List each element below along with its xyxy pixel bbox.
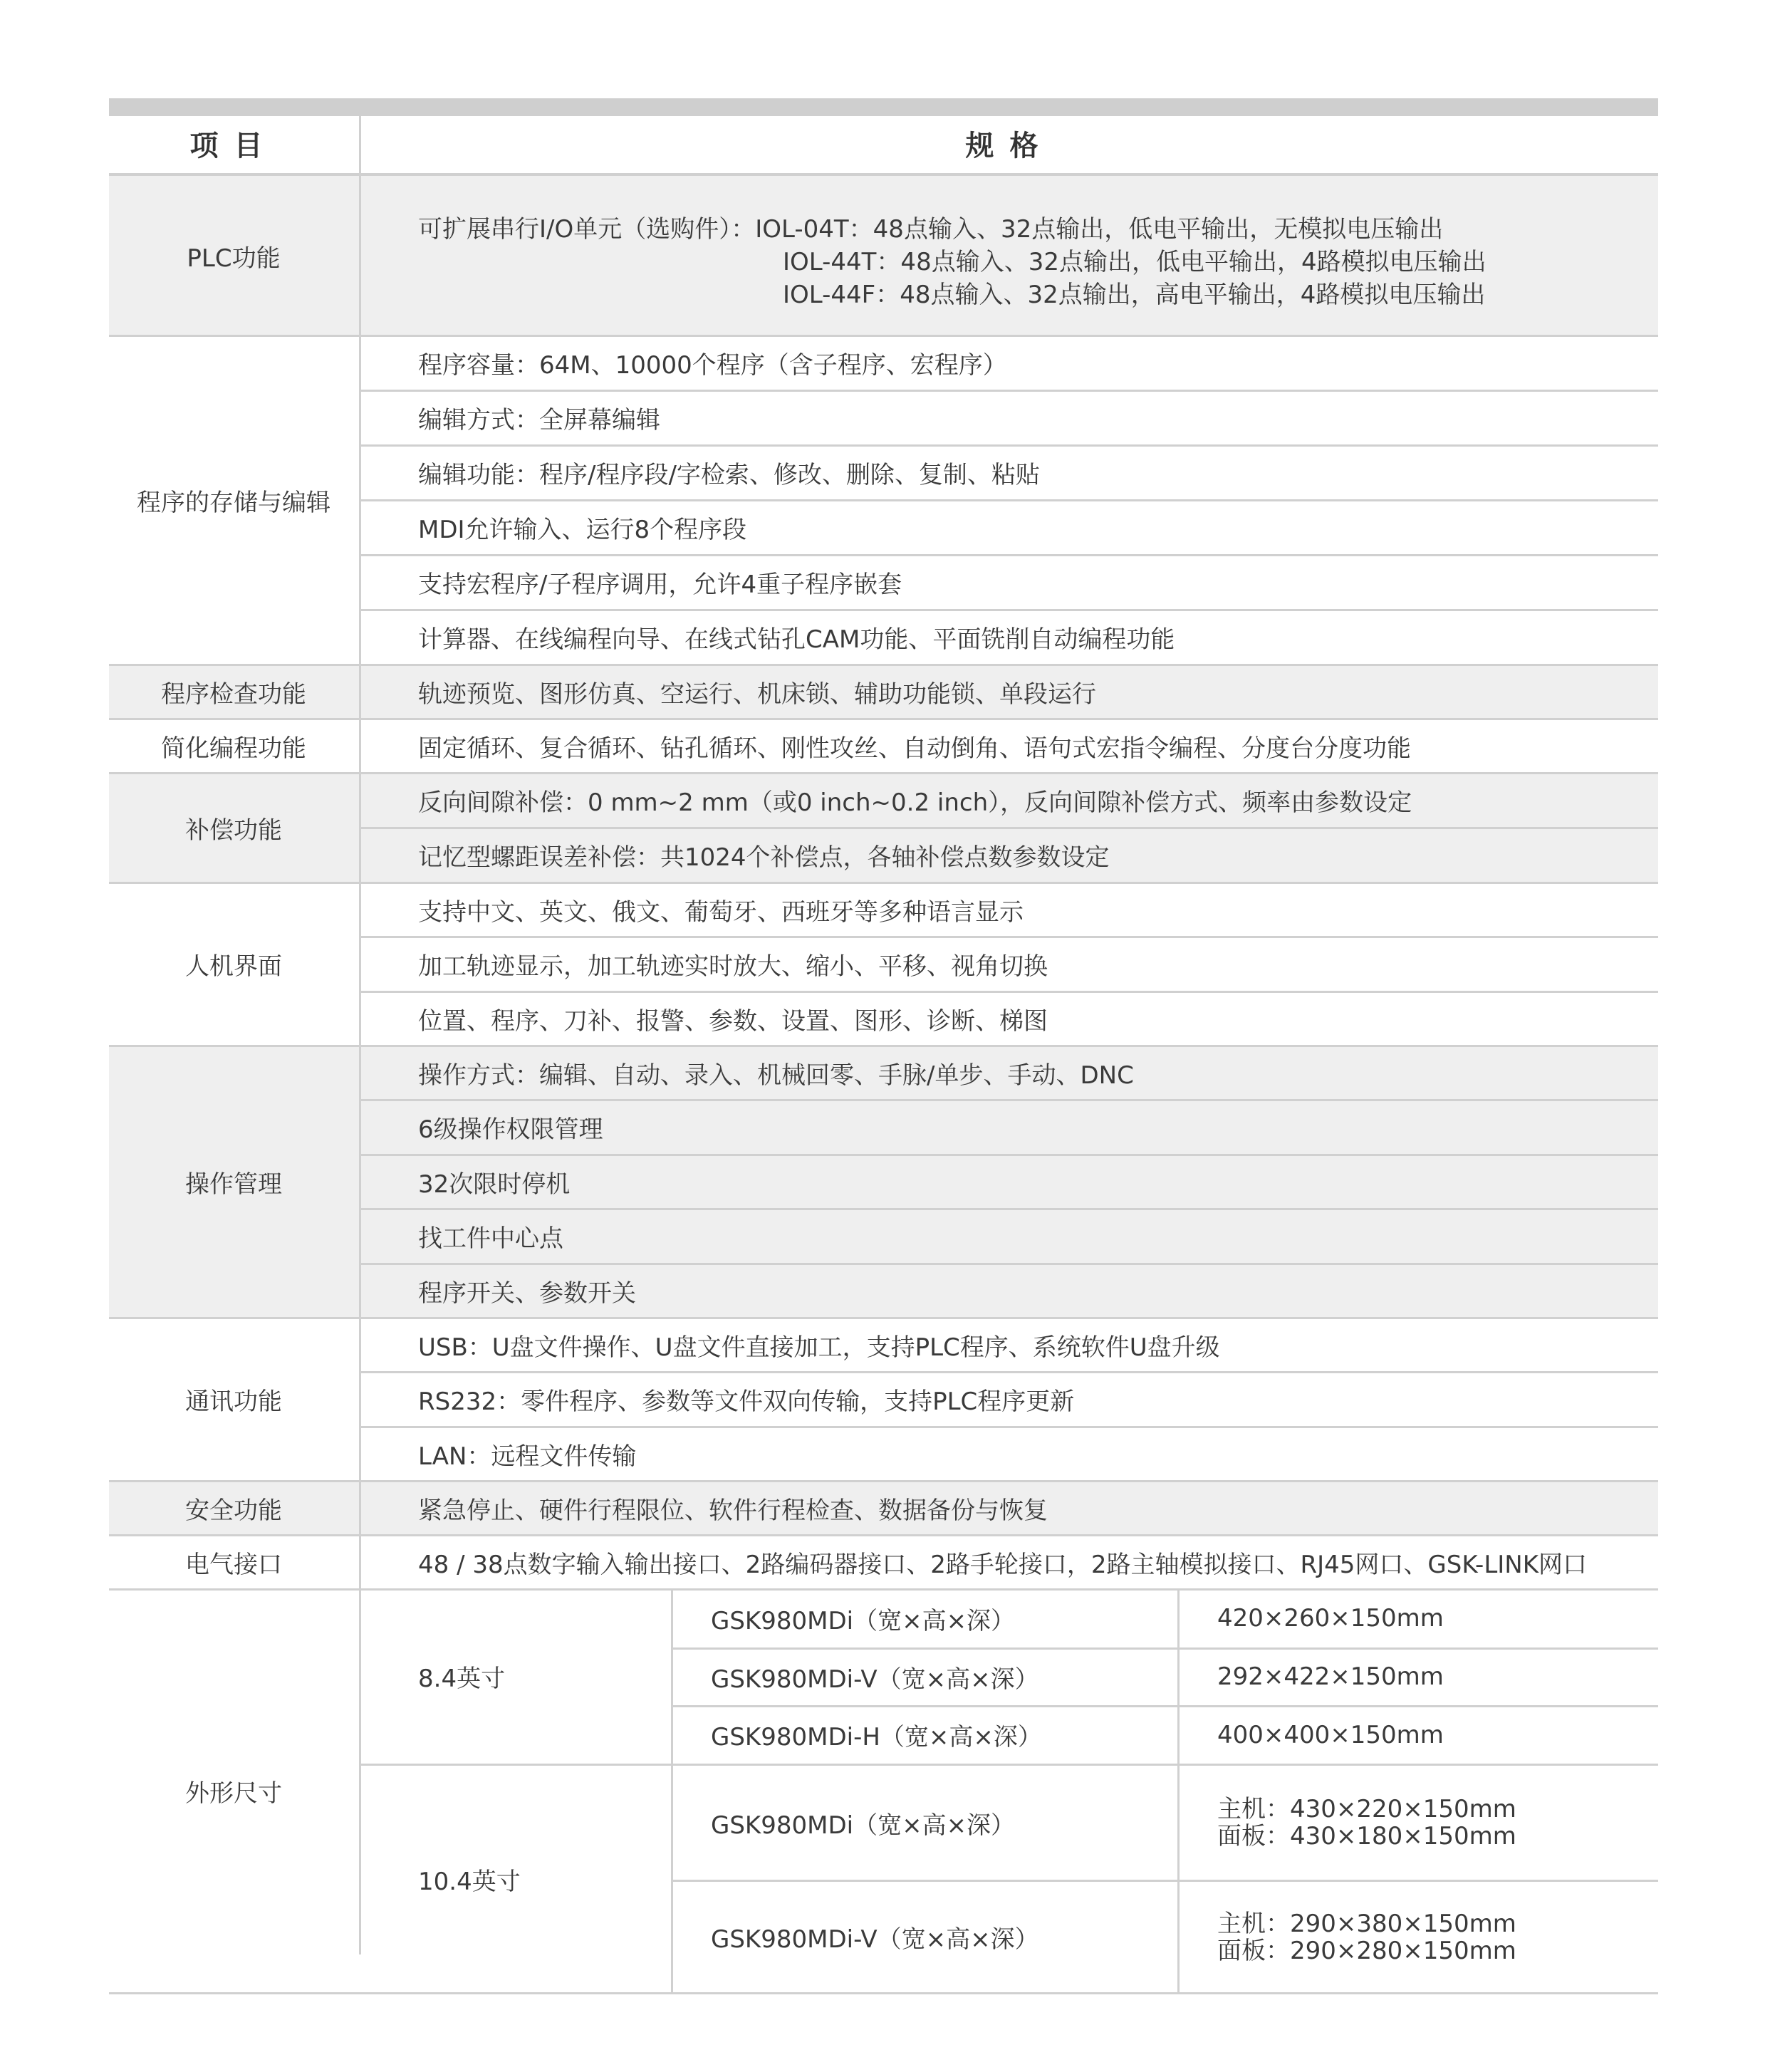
spec-row: 支持宏程序/子程序调用，允许4重子程序嵌套	[361, 555, 1658, 610]
plc-spec	[418, 213, 1487, 311]
category-label: 程序的存储与编辑	[137, 488, 330, 517]
dimension-panel: 面板：290×280×150mm	[1217, 1936, 1516, 1965]
dimension-value: 420×260×150mm	[1217, 1604, 1444, 1633]
spec-row: 编辑方式：全屏幕编辑	[361, 390, 1658, 445]
category-label: 程序检查功能	[161, 680, 306, 709]
spec-row: 紧急停止、硬件行程限位、软件行程检查、数据备份与恢复	[418, 1496, 1048, 1525]
section-electrical	[109, 1535, 1658, 1589]
spec-row: 操作方式：编辑、自动、录入、机械回零、手脉/单步、手动、DNC	[361, 1046, 1658, 1100]
spec-row: 6级操作权限管理	[361, 1100, 1658, 1155]
header-item: 项目	[189, 130, 278, 162]
dimension-value	[1217, 1882, 1516, 1992]
dimension-value	[1217, 1766, 1516, 1880]
spec-row: 程序开关、参数开关	[418, 1279, 636, 1308]
spec-row: 程序容量：64M、10000个程序（含子程序、宏程序）	[361, 335, 1658, 390]
category-label: 电气接口	[185, 1550, 282, 1579]
dimension-host: 主机：430×220×150mm	[1217, 1795, 1516, 1823]
model-name: GSK980MDi-V（宽×高×深）	[711, 1925, 1039, 1954]
section-compensation	[109, 773, 1658, 883]
screen-size: 10.4英寸	[418, 1867, 521, 1896]
section-dimensions	[109, 1589, 1658, 1992]
section-storage	[109, 335, 1658, 665]
dimension-value: 400×400×150mm	[1217, 1720, 1444, 1749]
spec-row: 加工轨迹显示，加工轨迹实时放大、缩小、平移、视角切换	[361, 937, 1658, 991]
spec-row: 计算器、在线编程向导、在线式钻孔CAM功能、平面铣削自动编程功能	[418, 625, 1175, 654]
spec-row: MDI允许输入、运行8个程序段	[361, 500, 1658, 555]
screen-size: 8.4英寸	[418, 1665, 506, 1693]
model-name: GSK980MDi-H（宽×高×深）	[711, 1723, 1042, 1751]
header-spec: 规格	[965, 130, 1054, 162]
spec-row: USB：U盘文件操作、U盘文件直接加工，支持PLC程序、系统软件U盘升级	[361, 1318, 1658, 1372]
dimension-value: 292×422×150mm	[1217, 1662, 1444, 1691]
spec-row: 位置、程序、刀补、报警、参数、设置、图形、诊断、梯图	[418, 1006, 1048, 1036]
section-communication	[109, 1318, 1658, 1481]
category-label: 外形尺寸	[185, 1779, 282, 1808]
spec-row: 反向间隙补偿：0 mm~2 mm（或0 inch~0.2 inch），反向间隙补偿方式、频率由参数设定	[361, 773, 1658, 828]
category-label: 通讯功能	[185, 1388, 282, 1416]
category-label: 补偿功能	[185, 816, 282, 845]
section-check	[109, 665, 1658, 719]
spec-row: 编辑功能：程序/程序段/字检索、修改、删除、复制、粘贴	[361, 445, 1658, 500]
category-label: 安全功能	[185, 1496, 282, 1525]
spec-row: 固定循环、复合循环、钻孔循环、刚性攻丝、自动倒角、语句式宏指令编程、分度台分度功能	[418, 734, 1411, 763]
spec-row: 找工件中心点	[361, 1209, 1658, 1264]
spec-row: 支持中文、英文、俄文、葡萄牙、西班牙等多种语言显示	[361, 883, 1658, 937]
section-safety	[109, 1481, 1658, 1535]
table-header	[109, 116, 1658, 176]
section-operations	[109, 1046, 1658, 1318]
plc-line: 可扩展串行I/O单元（选购件）：IOL-04T：48点输入、32点输出，低电平输出，无模拟电压输出	[418, 215, 1444, 244]
model-name: GSK980MDi（宽×高×深）	[711, 1811, 1016, 1840]
plc-line: IOL-44T：48点输入、32点输出，低电平输出，4路模拟电压输出	[783, 248, 1487, 276]
top-rule	[109, 98, 1658, 116]
spec-row: 48 / 38点数字输入输出接口、2路编码器接口、2路手轮接口，2路主轴模拟接口、RJ45网口、GSK-LINK网口	[418, 1550, 1588, 1579]
dimension-host: 主机：290×380×150mm	[1217, 1909, 1516, 1938]
spec-row: 轨迹预览、图形仿真、空运行、机床锁、辅助功能锁、单段运行	[418, 680, 1096, 709]
category-label: PLC功能	[187, 244, 281, 273]
category-label: 人机界面	[185, 952, 282, 981]
spec-row: 记忆型螺距误差补偿：共1024个补偿点，各轴补偿点数参数设定	[418, 843, 1110, 872]
section-simplify	[109, 719, 1658, 773]
section-hmi	[109, 883, 1658, 1046]
spec-row: LAN：远程文件传输	[418, 1442, 637, 1471]
section-plc	[109, 176, 1658, 335]
model-name: GSK980MDi（宽×高×深）	[711, 1606, 1016, 1635]
dimension-panel: 面板：430×180×150mm	[1217, 1822, 1516, 1850]
category-label: 简化编程功能	[161, 734, 306, 763]
model-name: GSK980MDi-V（宽×高×深）	[711, 1665, 1039, 1694]
plc-line: IOL-44F：48点输入、32点输出，高电平输出，4路模拟电压输出	[783, 281, 1486, 309]
category-label: 操作管理	[185, 1170, 282, 1199]
spec-row: RS232：零件程序、参数等文件双向传输，支持PLC程序更新	[361, 1372, 1658, 1427]
spec-row: 32次限时停机	[361, 1155, 1658, 1209]
